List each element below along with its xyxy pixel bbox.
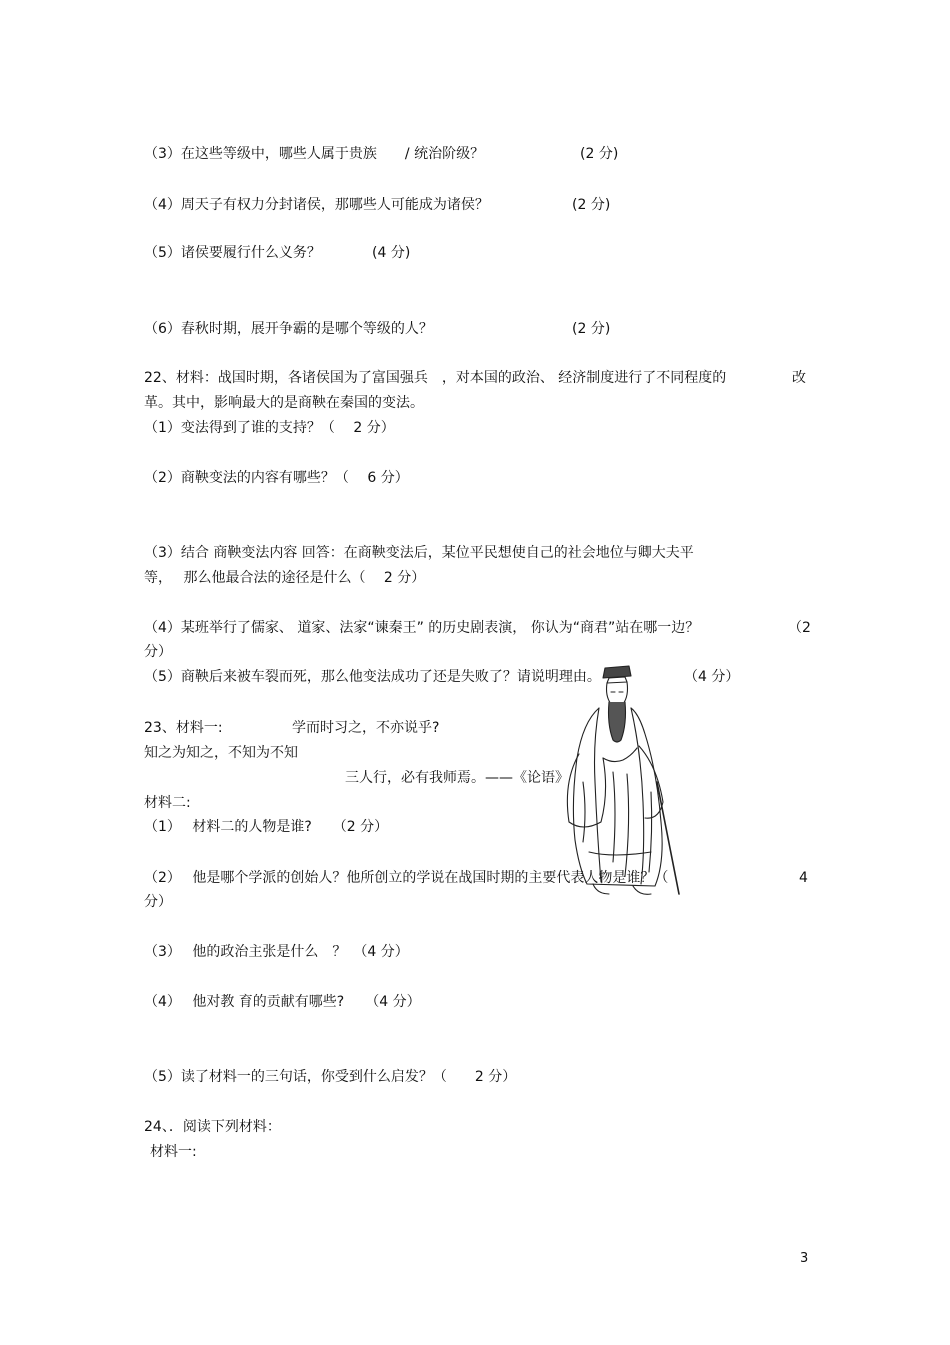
q21-4-points: (2 分)	[572, 197, 611, 213]
confucius-portrait-icon	[553, 662, 688, 900]
q23-material2-label: 材料二:	[144, 795, 191, 811]
q22-intro-line1: 22、材料：战国时期，各诸侯国为了富国强兵 ，对本国的政治、 经济制度进行了不同程度的	[144, 370, 727, 386]
q24-material1-label: 材料一:	[150, 1144, 197, 1160]
q22-2-text: （2）商鞅变法的内容有哪些？（ 6 分）	[144, 470, 409, 486]
q23-material1-quote1: 学而时习之，不亦说乎?	[292, 720, 440, 736]
q22-3-line1: （3）结合 商鞅变法内容 回答：在商鞅变法后，某位平民想使自己的社会地位与卿大夫平	[144, 545, 694, 561]
q22-4-line1: （4）某班举行了儒家、 道家、法家“谏秦王” 的历史剧表演， 你认为“商君”站在哪一边？	[144, 620, 700, 636]
q22-4-line2: 分）	[144, 644, 172, 660]
q24-intro: 24、．阅读下列材料：	[144, 1119, 281, 1135]
q22-intro-line1-end: 改	[792, 370, 806, 386]
q23-material1-quote2: 知之为知之，不知为不知	[144, 745, 298, 761]
q23-material1-quote3: 三人行，必有我师焉。——《论语》	[345, 770, 569, 786]
q22-intro-line2: 革。其中，影响最大的是商鞅在秦国的变法。	[144, 395, 424, 411]
q21-3-points: (2 分)	[580, 146, 619, 162]
q22-3-line2: 等， 那么他最合法的途径是什么（ 2 分）	[144, 570, 426, 586]
q22-5-points: （4 分）	[684, 669, 740, 685]
page-number: 3	[800, 1251, 809, 1266]
q22-5-text: （5）商鞅后来被车裂而死，那么他变法成功了还是失败了？请说明理由。	[144, 669, 601, 685]
q21-3-text: （3）在这些等级中，哪些人属于贵族 / 统治阶级？	[144, 146, 485, 162]
q21-6-text: （6）春秋时期，展开争霸的是哪个等级的人？	[144, 321, 433, 337]
q21-6-points: (2 分)	[572, 321, 611, 337]
q23-3-text: （3） 他的政治主张是什么 ？ （4 分）	[144, 944, 409, 960]
q22-1-text: （1）变法得到了谁的支持？（ 2 分）	[144, 420, 395, 436]
q23-2-line1-end: 4	[799, 870, 808, 886]
q21-5-text: （5）诸侯要履行什么义务？	[144, 245, 321, 261]
q23-2-line2: 分）	[144, 894, 172, 910]
q21-4-text: （4）周天子有权力分封诸侯，那哪些人可能成为诸侯？	[144, 197, 489, 213]
q23-2-line1: （2） 他是哪个学派的创始人？他所创立的学说在战国时期的主要代表人物是谁？（	[144, 870, 669, 886]
q23-5-text: （5）读了材料一的三句话，你受到什么启发？（ 2 分）	[144, 1069, 517, 1085]
q23-1-text: （1） 材料二的人物是谁? （2 分）	[144, 819, 389, 835]
q23-material1-label: 23、材料一:	[144, 720, 223, 736]
q23-4-text: （4） 他对教 育的贡献有哪些? （4 分）	[144, 994, 421, 1010]
q22-4-line1-end: （2	[788, 620, 811, 636]
q21-5-points: (4 分)	[372, 245, 411, 261]
